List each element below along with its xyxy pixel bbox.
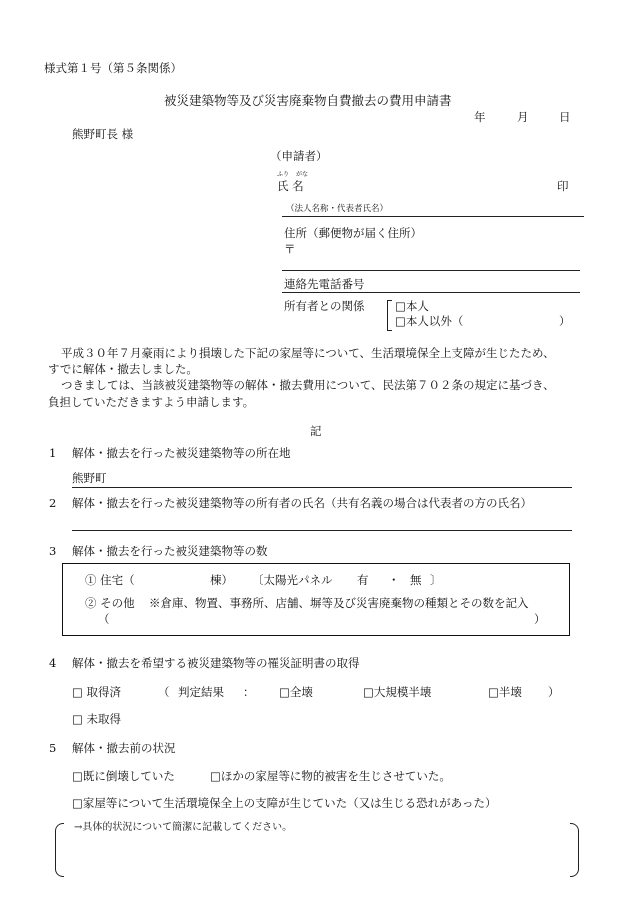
other-paren-open: （ [98,612,110,626]
address-underline [282,270,580,271]
body-para2-line2: 負担していただきますよう申請します。 [48,395,255,409]
half-destruction-checkbox[interactable]: □半壊 [488,685,522,699]
caused-damage-checkbox[interactable]: □ほかの家屋等に物的被害を生じさせていた。 [210,769,451,783]
postal-mark: 〒 [284,242,296,256]
seal-mark: 印 [557,179,569,193]
phone-underline [282,292,580,293]
furigana-gana: がな [296,171,309,178]
item1-value: 熊野町 [72,471,107,485]
environment-hindrance-checkbox[interactable]: □家屋等について生活環境保全上の支障が生じていた（又は生じる恐れがあった） [72,796,497,810]
solar-panel-no[interactable]: 無 [410,573,422,587]
item5-label: 解体・撤去前の状況 [72,741,176,755]
item1-number: 1 [49,446,57,460]
relation-other-close: ） [559,314,571,328]
applicant-heading: （申請者） [270,149,328,163]
item3-label: 解体・撤去を行った被災建築物等の数 [72,544,268,558]
relation-self-checkbox[interactable]: □本人 [395,299,429,313]
item5-number: 5 [49,741,57,755]
certificate-not-acquired-checkbox[interactable]: □ 未取得 [72,712,122,726]
result-paren-open: （ [158,685,170,699]
other-label: ② その他 [85,596,135,610]
relation-bracket [387,300,392,331]
ki-heading: 記 [310,424,322,438]
other-paren-close: ） [534,612,546,626]
large-scale-half-checkbox[interactable]: □大規模半壊 [363,685,432,699]
item1-underline [72,487,572,488]
body-para2-line1: つきましては、当該被災建築物等の解体・撤去費用について、民法第７０２条の規定に基づき、 [61,378,555,392]
item4-number: 4 [49,656,57,670]
solar-panel-close: 〕 [430,573,442,587]
form-number: 様式第１号（第５条関係） [44,61,182,75]
relation-other-checkbox[interactable]: □本人以外（ [395,314,464,328]
furigana-furi: ふり [277,171,290,178]
item2-label: 解体・撤去を行った被災建築物等の所有者の氏名（共有名義の場合は代表者の方の氏名） [72,496,532,510]
document-title: 被災建築物等及び災害廃棄物自費撤去の費用申請書 [164,93,452,108]
already-collapsed-checkbox[interactable]: □既に倒壊していた [72,769,175,783]
item2-underline [72,530,572,531]
name-label: 氏 名 [277,179,304,193]
housing-label: ① 住宅（ [85,573,135,587]
name-underline [282,216,584,217]
situation-note: →具体的状況について簡潔に記載してください。 [74,822,293,833]
solar-panel-yes[interactable]: 有 [357,573,369,587]
total-destruction-checkbox[interactable]: □全壊 [279,685,313,699]
result-paren-close: ） [548,685,560,699]
address-label: 住所（郵便物が届く住所） [284,226,422,240]
situation-bracket-right [570,823,579,877]
result-label: 判定結果 [178,685,224,699]
date-year: 年 [474,110,486,124]
item2-number: 2 [49,496,57,510]
date-month: 月 [517,110,529,124]
result-colon: ： [243,685,255,699]
addressee: 熊野町長 様 [72,127,134,141]
item1-label: 解体・撤去を行った被災建築物等の所在地 [72,446,291,460]
solar-panel-sep: ・ [388,573,400,587]
body-para1-line2: すでに解体・撤去しました。 [48,362,198,376]
item3-number: 3 [49,544,57,558]
certificate-acquired-checkbox[interactable]: □ 取得済 [72,685,122,699]
corporate-note: （法人名称・代表者氏名） [286,204,389,214]
relation-label: 所有者との関係 [284,299,365,313]
date-day: 日 [559,110,571,124]
solar-panel-label: 〔太陽光パネル [252,573,333,587]
housing-count-unit: 棟） [210,573,233,587]
item4-label: 解体・撤去を希望する被災建築物等の罹災証明書の取得 [72,656,360,670]
situation-bracket-left [55,823,64,877]
other-note: ※倉庫、物置、事務所、店舗、塀等及び災害廃棄物の種類とその数を記入 [149,596,529,610]
phone-label: 連絡先電話番号 [284,277,365,291]
body-para1-line1: 平成３０年７月豪雨により損壊した下記の家屋等について、生活環境保全上支障が生じたため、 [61,346,555,360]
